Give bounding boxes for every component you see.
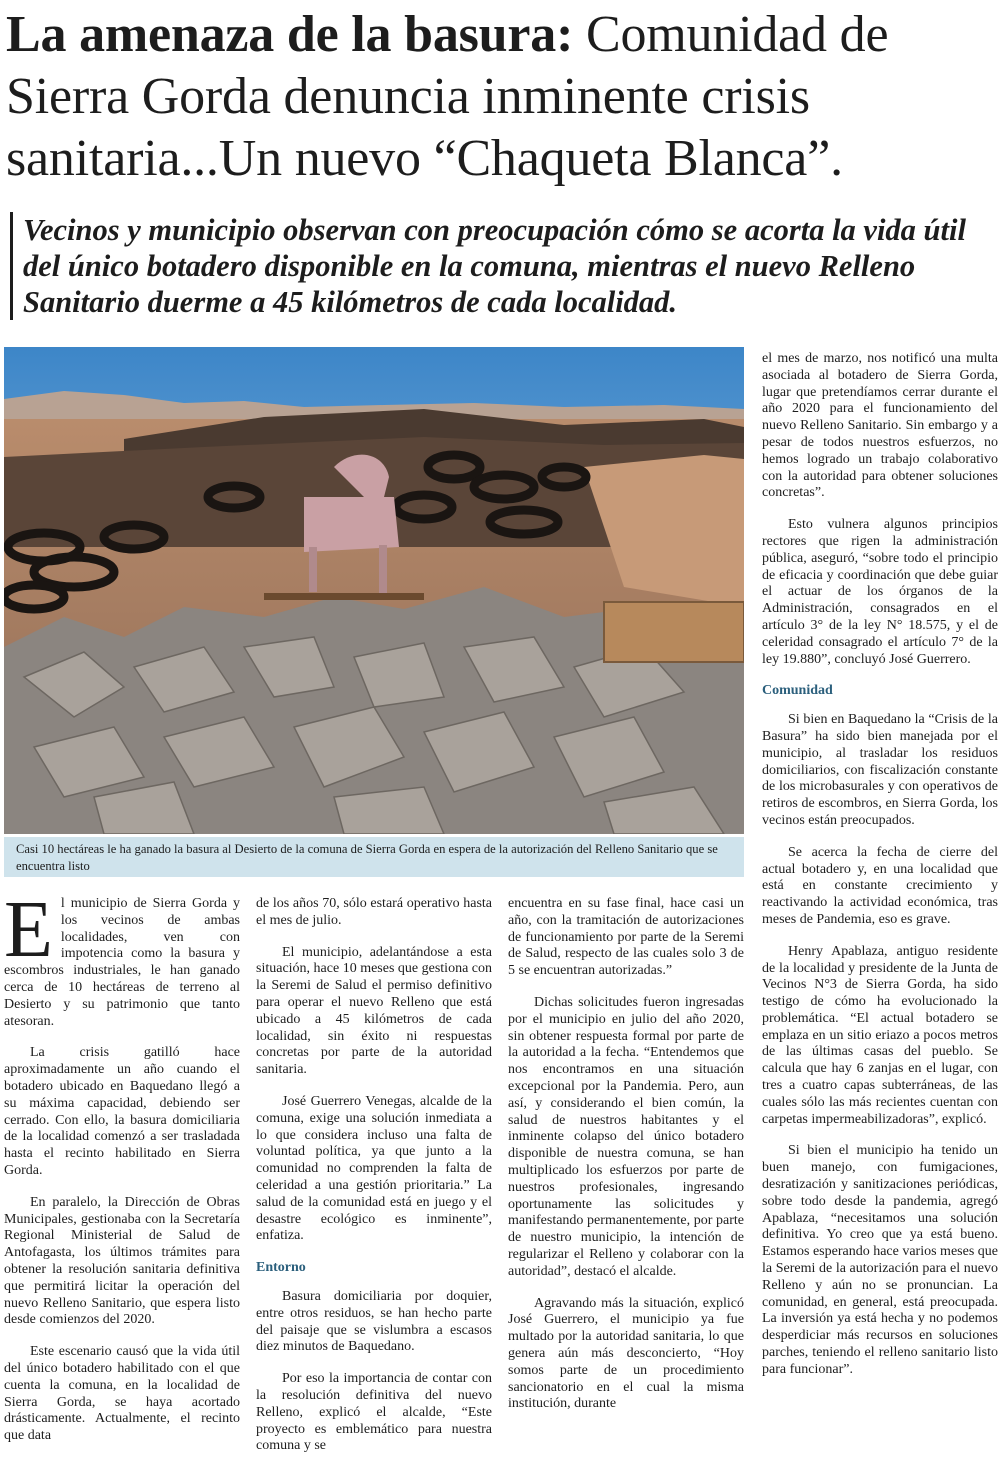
column-1 — [4, 886, 240, 1460]
paragraph: de los años 70, sólo estará operativo hasta el mes de julio. — [256, 896, 492, 928]
photo-landfill — [4, 347, 744, 834]
paragraph: En paralelo, la Dirección de Obras Municipales, gestionaba con la Secretaría Regional Ministerial de Salud de Antofagasta, los últimos trámites para obtener la resolución sanitaria definitiva que permitirá licitar la operación del nuevo Relleno Sanitario, que espera listo desde comienzos del 2020. — [4, 1194, 240, 1328]
paragraph: Se acerca la fecha de cierre del actual botadero y, en una localidad que está en constante crecimiento y reactivando la actividad económica, tras meses de Pandemia, eso es grave. — [762, 844, 998, 927]
paragraph: encuentra en su fase final, hace casi un año, con la tramitación de autorizaciones de funcionamiento por parte de la Seremi de Salud, respecto de las cuales solo 3 de 5 se encuentran autorizadas.” — [508, 896, 744, 979]
deck-subtitle: Vecinos y municipio observan con preocupación cómo se acorta la vida útil del único botadero disponible en la comuna, mientras el nuevo Relleno Sanitario duerme a 45 kilómetros de cada localidad. — [10, 212, 998, 320]
headline-bold: La amenaza de la basura: — [6, 6, 574, 63]
paragraph: Este escenario causó que la vida útil del único botadero habilitado con el que cuenta la comuna, en la localidad de Sierra Gorda, se haya acortado drásticamente. Actualmente, el recinto que data — [4, 1344, 240, 1444]
paragraph: José Guerrero Venegas, alcalde de la comuna, exige una solución inmediata a lo que considera incluso una falta de voluntad política, ya que junto a la comunidad no comprenden la falta de celeridad a una gestión prioritaria.” La salud de la comunidad está en juego y el desastre ecológico es inminente”, enfatiza. — [256, 1093, 492, 1244]
paragraph: Agravando más la situación, explicó José Guerrero, el municipio ya fue multado por la autoridad sanitaria, lo que genera aún más desconcierto, “Hoy somos parte de un procedimiento sancionatorio en el cual la misma institución, durante — [508, 1295, 744, 1412]
paragraph: Por eso la importancia de contar con la resolución definitiva del nuevo Relleno, explicó el alcalde, “Este proyecto es emblemático para nuestra comuna y se — [256, 1371, 492, 1454]
photo-illustration — [4, 347, 744, 834]
subheading-comunidad: Comunidad — [762, 683, 833, 699]
headline-rest: Comunidad de Sierra Gorda denuncia inminente crisis sanitaria...Un nuevo “Chaqueta Blanca”. — [6, 6, 889, 187]
subheading-entorno: Entorno — [256, 1260, 306, 1276]
column-2 — [256, 896, 492, 1470]
drop-cap: E — [4, 886, 53, 974]
headline — [6, 4, 996, 190]
paragraph: Si bien el municipio ha tenido un buen manejo, con fumigaciones, desratización y sanitizaciones periódicas, sobre todo desde la pandemia, agregó Apablaza, “necesitamos una solución definitiva. Yo creo que ya está bueno. Estamos esperando hace varios meses que la Seremi de la autorización para el nuevo Relleno y aún no se pronuncian. La comunidad, en general, está preocupada. La inversión ya está hecha y no podemos desperdiciar más recursos en soluciones parches, teniendo el relleno sanitario listo para funcionar”. — [762, 1143, 998, 1377]
photo-caption: Casi 10 hectáreas le ha ganado la basura al Desierto de la comuna de Sierra Gorda en espera de la autorización del Relleno Sanitario que se encuentra listo — [4, 837, 744, 877]
paragraph: Henry Apablaza, antiguo residente de la localidad y presidente de la Junta de Vecinos N°3 de Sierra Gorda, ha sido testigo de cómo ha evolucionado la problemática. “El actual botadero se emplaza en un sitio eriazo a pocos metros de las últimas casas del pueblo. Se calcula que hay 6 zanjas en el lugar, con tres a cuatro capas subterráneas, de las cuales sólo las más recientes cuentan con carpetas impermeabilizadoras”, explicó. — [762, 943, 998, 1127]
paragraph: Si bien en Baquedano la “Crisis de la Basura” ha sido bien manejada por el municipio, al trasladar los residuos domiciliarios, con fiscalización constante de los microbasurales y con operativos de retiros de escombros, en Sierra Gorda, los vecinos están preocupados. — [762, 712, 998, 828]
paragraph: Dichas solicitudes fueron ingresadas por el municipio en julio del año 2020, sin obtener respuesta formal por parte de la autoridad a la fecha. “Entendemos que nos encontramos en una situación excepcional por la Pandemia. Pero, aun así, y considerando el bien común, la salud de nuestros habitantes y el inminente colapso del único botadero disponible de nuestra comuna, se han multiplicado los esfuerzos por parte de nuestros profesionales, ingresando oportunamente las solicitudes y manifestando permanentemente, por parte de nuestro municipio, la intención de regularizar el Relleno y colaborar con la autoridad”, destacó el alcalde. — [508, 994, 744, 1279]
paragraph: El municipio, adelantándose a esta situación, hace 10 meses que gestiona con la Seremi de Salud el permiso definitivo para operar el nuevo Relleno que está ubicado a 45 kilómetros de cada localidad, sin éxito ni respuestas concretas por parte de la autoridad sanitaria. — [256, 944, 492, 1078]
paragraph: La crisis gatilló hace aproximadamente un año cuando el botadero ubicado en Baquedano llegó a su máxima capacidad, debiendo ser cerrado. Con ello, la basura domiciliaria de la localidad comenzó a ser trasladada hasta el recinto habilitado en Sierra Gorda. — [4, 1045, 240, 1178]
paragraph: el mes de marzo, nos notificó una multa asociada al botadero de Sierra Gorda, lugar que pretendíamos cerrar durante el año 2020 para el funcionamiento del nuevo Relleno Sanitario. Sin embargo y a pesar de todos nuestros esfuerzos, no hemos logrado un trabajo colaborativo con la autoridad para obtener soluciones concretas”. — [762, 351, 998, 501]
column-3 — [508, 896, 744, 1428]
paragraph: El municipio de Sierra Gorda y los vecinos de ambas localidades, ven con impotencia como la basura y escombros industriales, le han ganado cerca de 10 hectáreas de terreno al Desierto y su patrimonio que tanto atesoran. — [4, 886, 240, 1029]
column-4 — [762, 351, 998, 1394]
paragraph: Esto vulnera algunos principios rectores que rigen la administración pública, aseguró, “sobre todo el principio de eficacia y coordinación que debe guiar el actuar de los órganos de la Administración, consagrados en el artículo 3° de la ley N° 18.575, y el de celeridad consagrado el artículo 7° de la ley 19.880”, concluyó José Guerrero. — [762, 517, 998, 667]
paragraph: Basura domiciliaria por doquier, entre otros residuos, se han hecho parte del paisaje que se vislumbra a escasos diez minutos de Baquedano. — [256, 1288, 492, 1355]
